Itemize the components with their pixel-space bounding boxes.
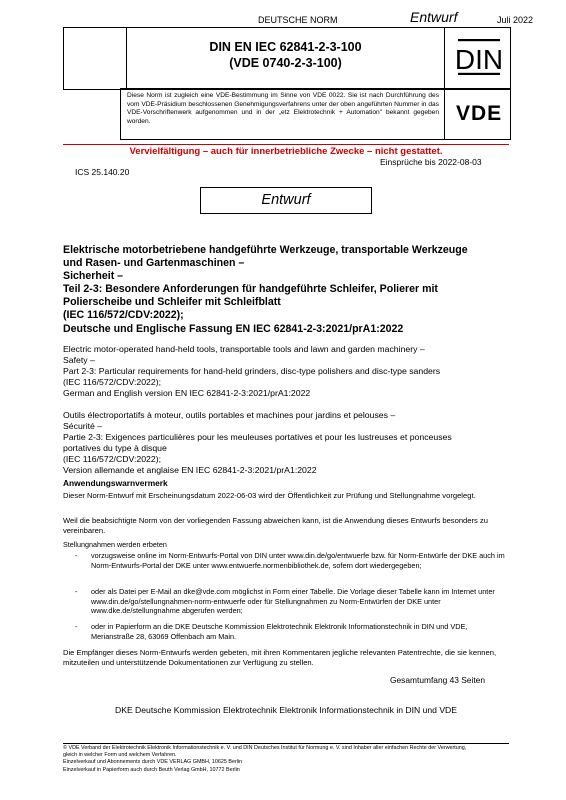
din-number: DIN EN IEC 62841-2-3-100 [209, 40, 362, 54]
list-bullet: - [75, 622, 78, 631]
vde-statement: Diese Norm ist zugleich eine VDE-Bestimmung im Sinne von VDE 0022. Sie ist nach Durchführung des vom VDE-Präsidium beschlossenen Genehmigungsverfahrens unter der oben angeführten Nummer in das VDE-Vorschriftenwerk aufgenommen und in der „etz Elektrotechnik + Automation" bekannt gegeben worden. [127, 92, 439, 125]
entwurf-box [200, 187, 372, 214]
list-item-text: oder in Papierform an die DKE Deutsche Kommission Elektrotechnik Elektronik Informationstechnik in DIN und VDE, Merianstraße 28, 63069 Offenbach am Main. [91, 622, 468, 641]
title-de-line: (IEC 116/572/CDV:2022); [63, 309, 184, 322]
title-french [63, 410, 509, 476]
title-de-line: Teil 2-3: Besondere Anforderungen für handgeführte Schleifer, Polierer mit [63, 283, 438, 296]
copyright-line: Einzelverkauf und Abonnements durch VDE VERLAG GMBH, 10625 Berlin [63, 759, 243, 766]
application-warning-heading: Anwendungswarnvermerk [63, 478, 168, 488]
footer-rule [63, 743, 509, 744]
application-warning-p3: Stellungnahmen werden erbeten [63, 540, 167, 549]
reproduction-warning: Vervielfältigung – auch für innerbetriebliche Zwecke – nicht gestattet. [129, 146, 443, 157]
title-fr-line: Sécurité – [63, 421, 103, 431]
vde-block [120, 88, 511, 140]
title-fr-line: portatives du type à disque [63, 443, 167, 453]
copyright-line: © VDE Verband der Elektrotechnik Elektronik Informationstechnik e. V. und DIN Deutsches Institut für Normung e. V. sind Inhaber aller einfachen Rechte der Verwertung, [63, 745, 467, 751]
title-de-line: Elektrische motorbetriebene handgeführte Werkzeuge, transportable Werkzeuge [63, 244, 468, 256]
list-bullet: - [75, 551, 78, 560]
title-en-line: Safety – [63, 355, 95, 365]
vde-logo: VDE [456, 102, 503, 125]
din-logo [454, 38, 504, 76]
title-en-line: German and English version EN IEC 62841-2-3:2021/prA1:2022 [63, 388, 311, 398]
application-warning-p2: Weil die beabsichtigte Norm von der vorliegenden Fassung abweichen kann, ist die Anwendung dieses Entwurfs besonders zu vereinbaren. [63, 516, 488, 535]
red-divider [63, 144, 509, 145]
title-de-line: Polierscheibe und Schleifer mit Schleifblatt [63, 296, 281, 309]
list-item-text: vorzugsweise online im Norm-Entwurfs-Portal von DIN unter www.din.de/go/entwuerfe bzw. für Norm-Entwürfe der DKE auch im Norm-Entwurfs-Portal der DKE unter www.entwuerfe.normenbibliothek.de, sofern dort wiedergegeben; [91, 551, 505, 570]
title-de-line: und Rasen- und Gartenmaschinen – [63, 257, 245, 270]
objection-deadline: Einsprüche bis 2022-08-03 [380, 157, 482, 167]
header-date: Juli 2022 [497, 15, 534, 25]
header-norm-label: DEUTSCHE NORM [258, 15, 338, 25]
application-warning-p1: Dieser Norm-Entwurf mit Erscheinungsdatum 2022-06-03 wird der Öffentlichkeit zur Prüfung und Stellungnahme vorgelegt. [63, 491, 476, 500]
dke-commission: DKE Deutsche Kommission Elektrotechnik Elektronik Informationstechnik in DIN und VDE [115, 705, 457, 715]
title-english [63, 344, 509, 399]
title-en-line: Part 2-3: Particular requirements for hand-held grinders, disc-type polishers and disc-type sanders [63, 366, 441, 376]
copyright-line: Einzelverkauf in Papierform auch durch Beuth Verlag GmbH, 10772 Berlin [63, 766, 240, 773]
list-bullet: - [75, 587, 78, 596]
title-fr-line: Partie 2-3: Exigences particulières pour les meuleuses portatives et pour les lustreuses et ponceuses [63, 432, 452, 442]
total-pages: Gesamtumfang 43 Seiten [390, 675, 485, 685]
standard-number [127, 39, 444, 71]
ics-code: ICS 25.140.20 [75, 167, 130, 177]
title-fr-line: (IEC 116/572/CDV:2022); [63, 454, 162, 464]
title-en-line: Electric motor-operated hand-held tools, transportable tools and lawn and garden machinery – [63, 344, 425, 354]
entwurf-box-label: Entwurf [261, 192, 311, 208]
vde-number: (VDE 0740-2-3-100) [229, 56, 342, 70]
title-block [63, 27, 511, 90]
list-item-text: oder als Datei per E-Mail an dke@vde.com möglichst in Form einer Tabelle. Die Vorlage dieser Tabelle kann im Internet unter www.din.de/go/stellungnahmen-norm-entwuerfe oder für Stellungnahmen zu Norm-Entwürfen der DKE unter www.dke.de/stellungnahme abgerufen werden; [91, 587, 495, 615]
copyright-notice [63, 745, 533, 774]
title-fr-line: Version allemande et anglaise EN IEC 62841-2-3:2021/prA1:2022 [63, 465, 317, 475]
title-de-line: Deutsche und Englische Fassung EN IEC 62841-2-3:2021/prA1:2022 [63, 322, 404, 335]
title-fr-line: Outils électroportatifs à moteur, outils portables et machines pour jardins et pelouses – [63, 410, 396, 420]
header-entwurf: Entwurf [410, 9, 458, 25]
application-warning-p4: Die Empfänger dieses Norm-Entwurfs werden gebeten, mit ihren Kommentaren jegliche relevanten Patentrechte, die sie kennen, mitzuteilen und unterstützende Dokumentationen zur Verfügung zu stellen. [63, 648, 497, 667]
title-de-line: Sicherheit – [63, 270, 124, 283]
title-german [63, 244, 509, 336]
title-en-line: (IEC 116/572/CDV:2022); [63, 377, 162, 387]
din-logo-text: DIN [454, 44, 504, 75]
copyright-line: gleich in welcher Form und welchem Verfahren. [63, 752, 177, 759]
